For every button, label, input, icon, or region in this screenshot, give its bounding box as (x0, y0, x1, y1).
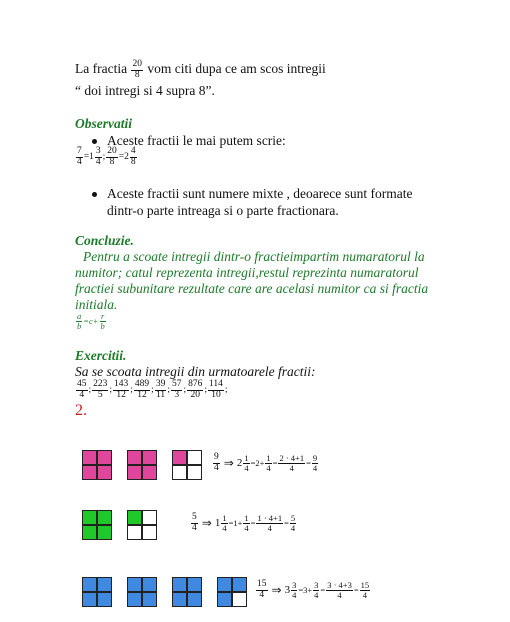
frac-num: 3 (314, 580, 319, 590)
quarter-cell (98, 466, 111, 479)
fraction-square (127, 577, 157, 607)
frac-den: 4 (192, 522, 197, 533)
exercise-fraction (92, 380, 108, 400)
fraction-square (127, 510, 157, 540)
separator: ; (183, 385, 187, 395)
quarter-cell (173, 578, 186, 591)
plus-mid: =2+ (250, 458, 265, 468)
frac-num: 45 (77, 379, 87, 389)
quarter-cell (128, 511, 141, 524)
frac-den: 4 (312, 462, 318, 473)
exercise-fraction (187, 380, 203, 400)
quarter-cell (98, 451, 111, 464)
fraction-square (172, 450, 202, 480)
quarter-cell (188, 451, 201, 464)
frac-num: 9 (312, 453, 318, 463)
quarter-cell (143, 578, 156, 591)
eq-fraction (313, 581, 319, 599)
exercise-fraction (113, 380, 129, 400)
frac-20-8 (106, 147, 118, 167)
quarter-cell (218, 593, 231, 606)
frac-num: 5 (192, 512, 197, 522)
quarter-cell (173, 466, 186, 479)
intro-suffix: vom citi dupa ce am scos intregii (147, 61, 326, 77)
quarter-cell (233, 578, 246, 591)
exercitii-task: Sa se scoata intregii din urmatoarele fractii: (75, 364, 316, 379)
fraction-square (127, 450, 157, 480)
frac-7-4 (76, 147, 83, 167)
separator: ; (151, 385, 154, 395)
eq-fraction (278, 454, 305, 472)
quarter-cell (173, 451, 186, 464)
equals: = (353, 585, 359, 595)
equals: = (306, 458, 311, 468)
frac-den: 4 (337, 589, 342, 600)
frac-num: 4 (130, 146, 136, 156)
whole-part: 1 (214, 517, 221, 529)
frac-num: 876 (188, 379, 203, 389)
number-2: 2. (75, 402, 87, 419)
concluzie-paragraph (75, 249, 445, 313)
eq-fraction (243, 454, 249, 472)
quarter-cell (143, 451, 156, 464)
exercise-fraction (134, 380, 150, 400)
frac-den: 4 (244, 522, 249, 533)
eq-fraction (191, 513, 198, 533)
plus-mid: =1+ (228, 518, 243, 528)
frac-den: 4 (77, 156, 82, 167)
eq-fraction (221, 514, 227, 532)
eq-fraction (291, 581, 297, 599)
exercise-fraction (76, 380, 88, 400)
frac-r-b (100, 312, 106, 330)
quarter-cell (173, 593, 186, 606)
frac-den: 4 (214, 462, 219, 473)
quarter-cell (143, 526, 156, 539)
quarter-cell (83, 466, 96, 479)
quarter-cell (128, 526, 141, 539)
quarter-cell (218, 578, 231, 591)
frac-den: 8 (130, 156, 136, 167)
formula-mid: =c+ (83, 316, 99, 326)
frac-den: 4 (266, 462, 271, 473)
frac-num: 9 (214, 452, 219, 462)
quarter-cell (188, 466, 201, 479)
eq-fraction (312, 454, 318, 472)
frac-den: 4 (267, 522, 272, 533)
frac-den: 11 (155, 389, 166, 400)
concluzie-formula (75, 312, 107, 330)
quarter-cell (83, 451, 96, 464)
eq-fraction (243, 514, 249, 532)
equals: = (284, 518, 289, 528)
quarter-cell (143, 511, 156, 524)
eq-fraction (265, 454, 271, 472)
frac-den: 4 (79, 389, 85, 400)
frac-num: 15 (257, 579, 267, 589)
eq-fraction (326, 581, 353, 599)
equals: = (320, 585, 326, 595)
frac-den: 12 (116, 389, 126, 400)
separator: ; (130, 385, 133, 395)
quarter-cell (233, 593, 246, 606)
quarter-cell (128, 593, 141, 606)
frac-num: 1 · 4+1 (257, 513, 283, 523)
quarter-cell (83, 593, 96, 606)
frac-den: 10 (211, 389, 221, 400)
separator: ; (204, 385, 207, 395)
frac-den: 4 (362, 589, 367, 600)
frac-num: 20 (107, 146, 117, 156)
exercise-fraction (155, 380, 167, 400)
bullet-dot (92, 139, 97, 144)
fraction-square (82, 510, 112, 540)
frac-den: 4 (314, 589, 319, 600)
eq-fraction (256, 514, 283, 532)
concluzie-line-3: fractiei subunitare rezultate care are acelasi numitor ca si fractia (75, 281, 429, 296)
frac-num: 7 (77, 146, 82, 156)
frac-num: 489 (134, 379, 150, 389)
frac-3-4 (95, 147, 102, 167)
quarter-cell (143, 466, 156, 479)
plus-mid: =3+ (298, 585, 313, 595)
whole-part: 2 (236, 457, 243, 469)
quarter-cell (98, 593, 111, 606)
frac-den: 4 (222, 522, 227, 533)
bullet-1-text: Aceste fractii le mai putem scrie: (107, 133, 286, 148)
equals-1: =1 (83, 152, 94, 162)
observatii-heading: Observatii (75, 116, 132, 131)
concluzie-line-2: numitor; catul reprezenta intregii,restul reprezinta numaratorul (75, 265, 419, 280)
frac-den: 4 (289, 462, 294, 473)
frac-num: 223 (93, 379, 108, 389)
bullet-dot (92, 192, 97, 197)
frac-den: 4 (290, 522, 296, 533)
frac-num: 57 (171, 379, 182, 389)
quarter-cell (98, 526, 111, 539)
quarter-cell (128, 466, 141, 479)
quarter-cell (98, 511, 111, 524)
frac-num: 15 (360, 580, 370, 590)
frac-den: 3 (174, 389, 180, 400)
frac-num: r (100, 311, 105, 321)
separator: ; (102, 152, 106, 162)
fraction-square (82, 577, 112, 607)
frac-den: 8 (134, 69, 140, 80)
observatii-example (75, 147, 138, 167)
separator: ; (88, 385, 92, 395)
equals: = (272, 458, 278, 468)
frac-num: 2 · 4+1 (279, 453, 305, 463)
exercise-fraction (171, 380, 183, 400)
concluzie-line-4: initiala. (75, 297, 118, 312)
quarter-cell (128, 578, 141, 591)
intro-prefix: La fractia (75, 61, 128, 77)
quarter-cell (98, 578, 111, 591)
whole-part: 3 (284, 584, 291, 596)
implies-arrow: ⇒ (201, 515, 212, 530)
separator: ; (224, 385, 228, 395)
frac-num: 1 (266, 453, 271, 463)
implies-arrow: ⇒ (223, 455, 234, 470)
frac-num: 3 · 4+3 (327, 580, 352, 590)
frac-den: 4 (244, 462, 249, 473)
frac-num: 1 (222, 513, 227, 523)
eq-fraction (256, 580, 268, 600)
exercise-fraction (208, 380, 224, 400)
bullet-2-line-1: Aceste fractii sunt numere mixte , deoarece sunt formate (107, 186, 413, 201)
frac-den: 20 (190, 389, 200, 400)
frac-num: 3 (95, 146, 101, 156)
quarter-cell (188, 578, 201, 591)
quarter-cell (83, 578, 96, 591)
frac-num: 143 (114, 379, 129, 389)
eq-fraction (360, 581, 371, 599)
intro-line-2: “ doi intregi si 4 supra 8”. (75, 83, 215, 98)
equals: = (250, 518, 256, 528)
frac-num: 20 (132, 59, 142, 69)
bullet-2-line-2: dintr-o parte intreaga si o parte fractionara. (107, 203, 339, 218)
equals-2: =2 (118, 152, 129, 162)
frac-den: 8 (109, 156, 115, 167)
exercitii-fractions (75, 380, 228, 400)
frac-num: 3 (292, 580, 297, 590)
intro-line-1 (75, 60, 326, 80)
fraction-20-8 (131, 60, 143, 80)
eq-fraction (290, 514, 296, 532)
separator: ; (109, 385, 113, 395)
frac-den: b (100, 320, 105, 331)
fraction-square (82, 450, 112, 480)
quarter-cell (83, 511, 96, 524)
implies-arrow: ⇒ (271, 582, 282, 597)
frac-num: 1 (244, 453, 249, 463)
example-equation (212, 453, 319, 473)
eq-fraction (213, 453, 220, 473)
example-equation (190, 513, 297, 533)
frac-den: 12 (137, 389, 147, 400)
quarter-cell (128, 451, 141, 464)
frac-den: b (77, 320, 82, 331)
frac-4-8 (130, 147, 137, 167)
separator: ; (167, 385, 170, 395)
example-equation (255, 580, 371, 600)
quarter-cell (83, 526, 96, 539)
frac-num: 39 (155, 379, 166, 389)
frac-den: 4 (292, 589, 297, 600)
quarter-cell (143, 593, 156, 606)
exercitii-heading: Exercitii. (75, 348, 127, 363)
frac-num: 5 (290, 513, 296, 523)
bullet-2 (92, 186, 413, 202)
frac-den: 4 (95, 156, 101, 167)
fraction-square (172, 577, 202, 607)
frac-num: 114 (208, 379, 223, 389)
concluzie-line-1: Pentru a scoate intregii dintr-o fractieimpartim numaratorul la (83, 249, 425, 264)
frac-a-b (76, 312, 82, 330)
frac-den: 5 (97, 389, 103, 400)
frac-num: a (77, 311, 82, 321)
frac-num: 1 (244, 513, 249, 523)
concluzie-heading: Concluzie. (75, 233, 134, 248)
fraction-square (217, 577, 247, 607)
quarter-cell (188, 593, 201, 606)
frac-den: 4 (259, 589, 265, 600)
